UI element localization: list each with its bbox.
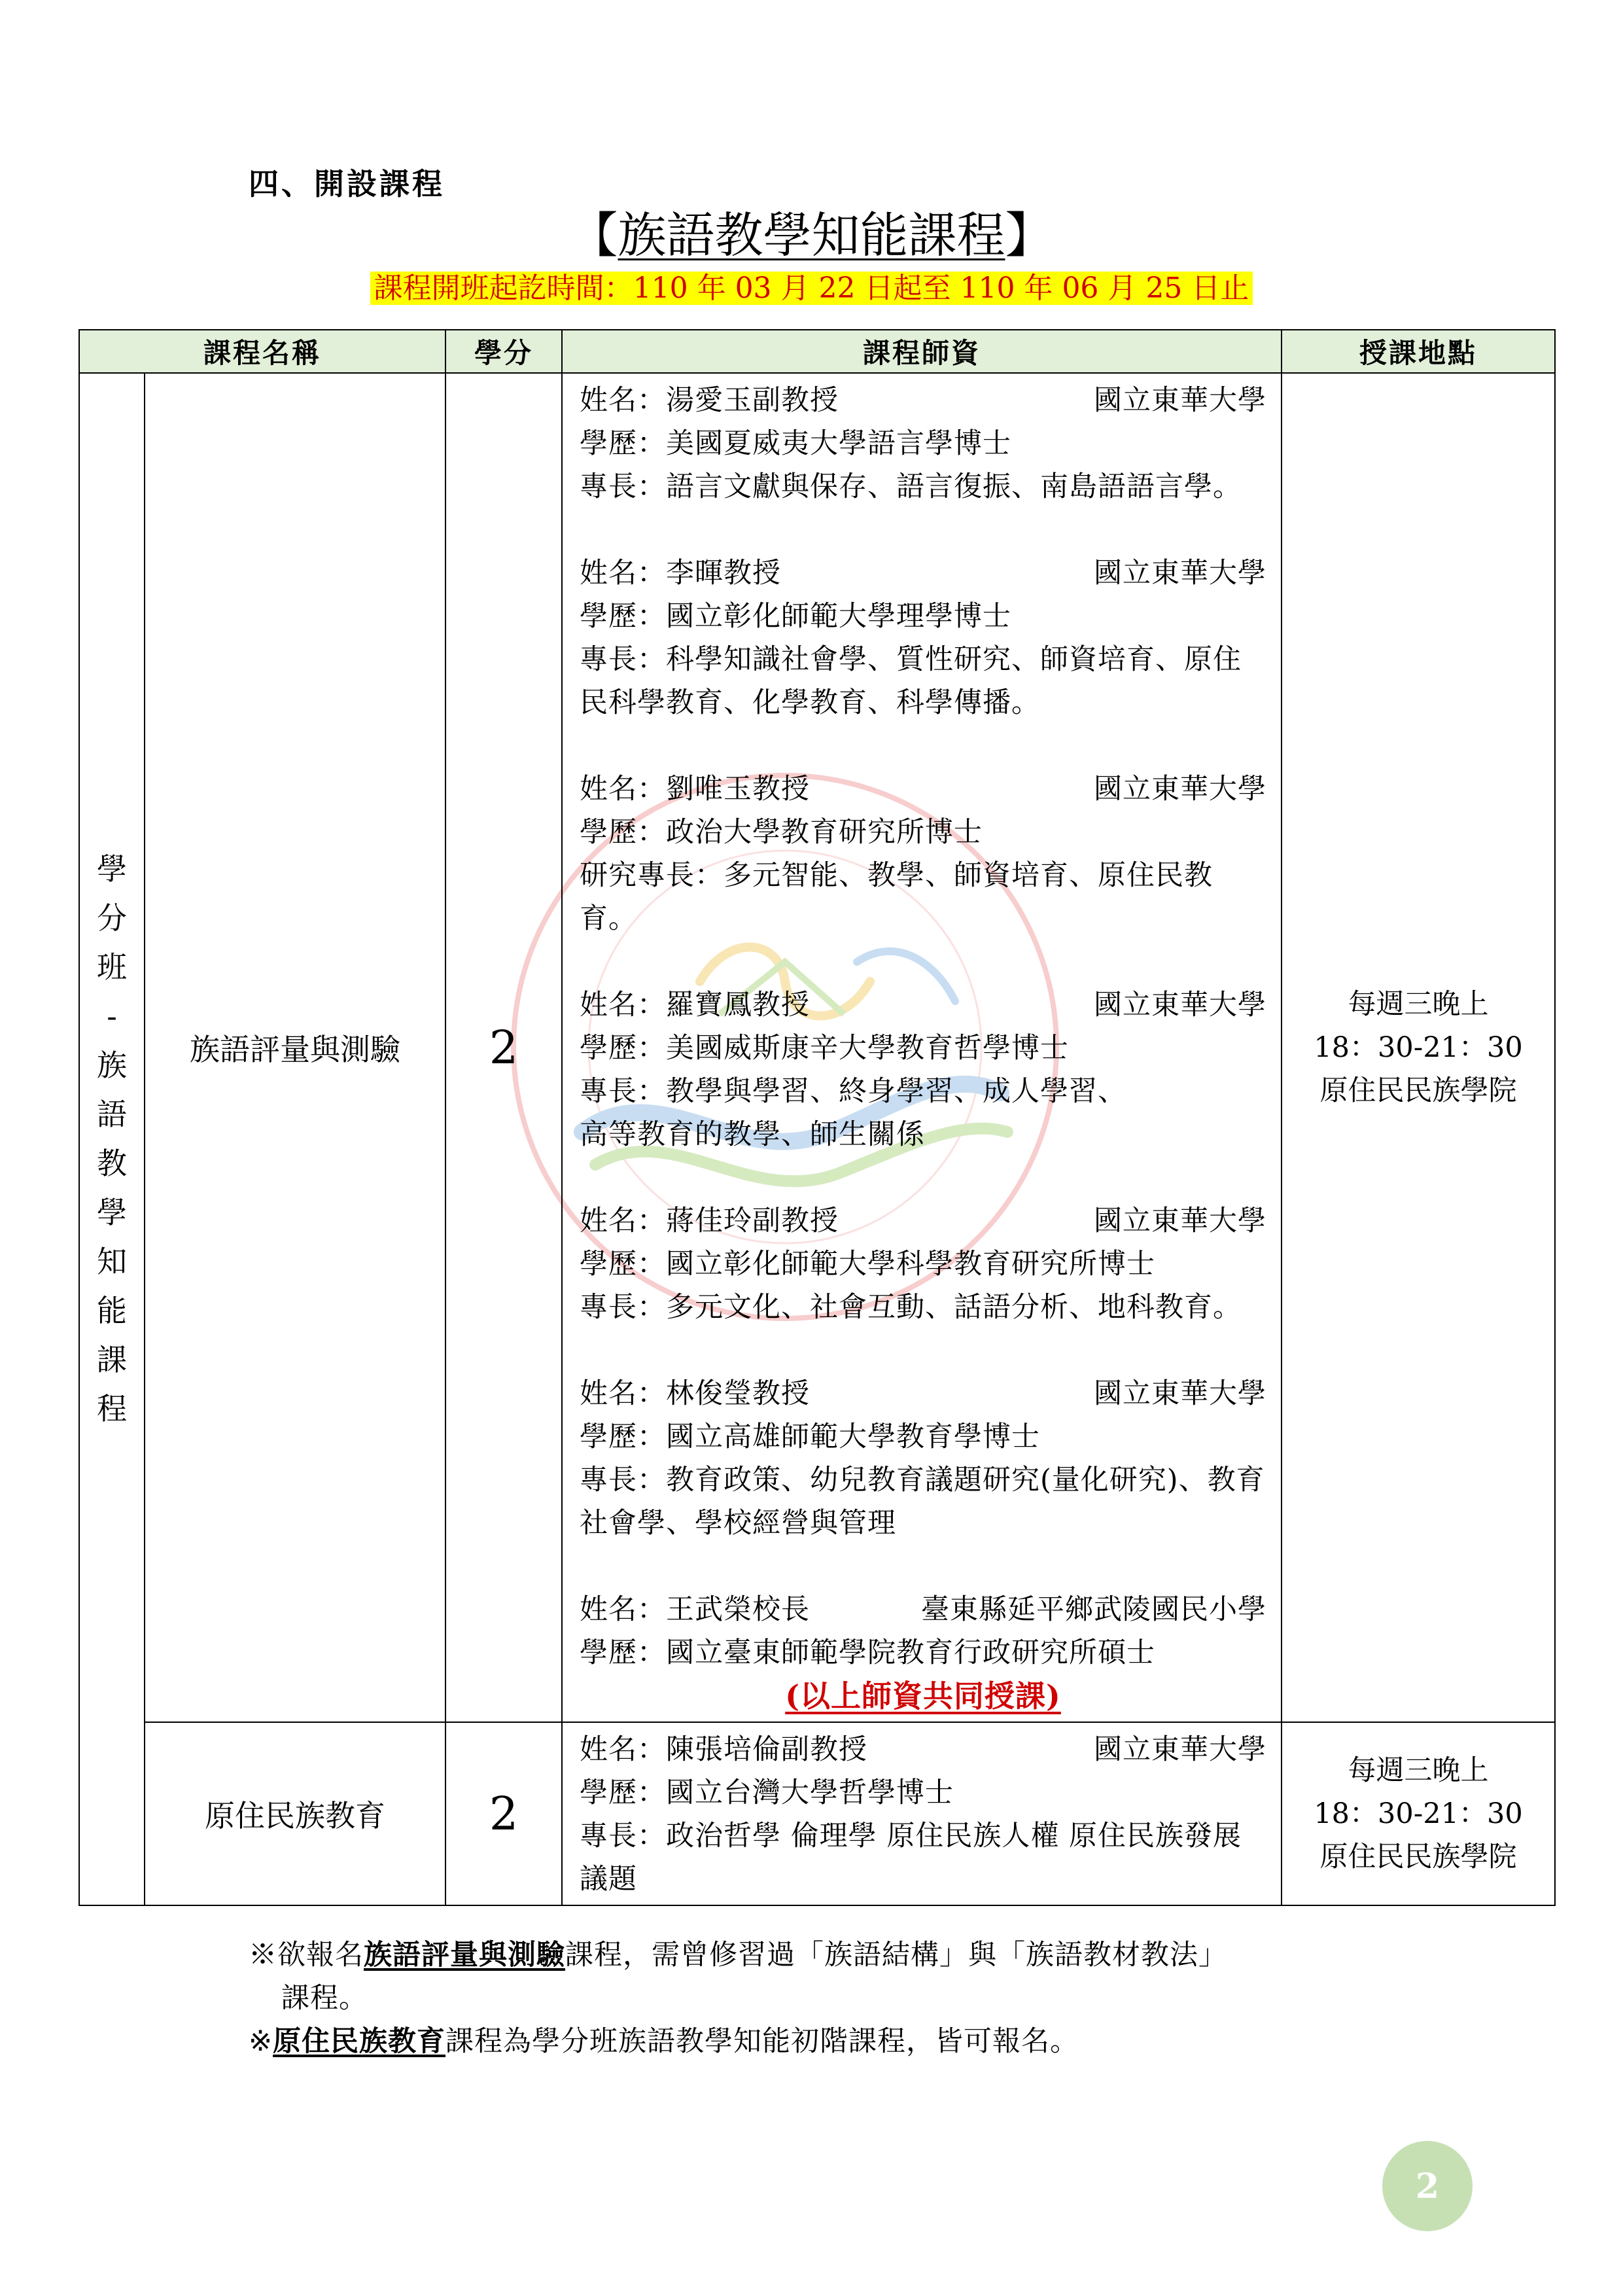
category-cell <box>79 373 145 1905</box>
location-place: 原住民民族學院 <box>1319 1841 1517 1873</box>
teacher-name: 姓名：劉唯玉教授 <box>580 773 811 805</box>
header-course-name: 課程名稱 <box>79 330 445 373</box>
title-bracket-open: 【 <box>569 207 618 264</box>
table-row <box>79 1722 1555 1905</box>
category-char: 族 <box>97 1048 127 1083</box>
teacher-org: 國立東華大學 <box>1094 384 1267 417</box>
note-line <box>249 1934 1227 1977</box>
teacher-org: 國立東華大學 <box>1094 1377 1267 1410</box>
section-heading: 四、開設課程 <box>249 166 445 202</box>
teacher-detail: 學歷：國立彰化師範大學科學教育研究所博士 <box>580 1248 1156 1280</box>
location-time: 18：30-21：30 <box>1314 1031 1523 1064</box>
teachers-cell <box>562 1722 1282 1905</box>
header-teachers: 課程師資 <box>562 330 1282 373</box>
note-course-name: 族語評量與測驗 <box>364 1939 565 1971</box>
note-text: 課程，需曾修習過「族語結構」與「族語教材教法」 <box>565 1939 1227 1971</box>
teacher-detail: 專長：教學與學習、終身學習、成人學習、 <box>580 1075 1127 1108</box>
teacher-detail: 學歷：美國威斯康辛大學教育哲學博士 <box>580 1032 1070 1065</box>
category-char: - <box>107 998 117 1034</box>
teacher-entry <box>580 1588 1266 1674</box>
teacher-name: 姓名：王武榮校長 <box>580 1593 811 1626</box>
location-day: 每週三晚上 <box>1348 1754 1489 1787</box>
teacher-detail: 學歷：國立彰化師範大學理學博士 <box>580 600 1012 633</box>
note-text: 課程為學分班族語教學知能初階課程，皆可報名。 <box>445 2025 1079 2058</box>
teacher-detail: 學歷：國立台灣大學哲學博士 <box>580 1776 954 1809</box>
category-char: 知 <box>97 1244 127 1279</box>
course-table <box>79 329 1556 1906</box>
note-prefix: ※欲報名 <box>249 1939 364 1971</box>
teacher-entry <box>580 379 1266 508</box>
header-credits: 學分 <box>445 330 562 373</box>
credits-cell: 2 <box>445 1722 562 1905</box>
teacher-detail: 專長：科學知識社會學、質性研究、師資培育、原住民科學教育、化學教育、科學傳播。 <box>580 643 1242 719</box>
teacher-name: 姓名：蔣佳玲副教授 <box>580 1205 839 1237</box>
date-range-text: 課程開班起訖時間：110 年 03 月 22 日起至 110 年 06 月 25 日止 <box>370 272 1253 305</box>
notes-section <box>249 1934 1227 2063</box>
title-bracket-close: 】 <box>1005 207 1054 264</box>
location-day: 每週三晚上 <box>1348 988 1489 1021</box>
teacher-detail: 專長：政治哲學 倫理學 原住民族人權 原住民族發展議題 <box>580 1820 1242 1896</box>
category-char: 分 <box>97 900 127 936</box>
location-cell <box>1282 1722 1555 1905</box>
teacher-detail: 學歷：國立高雄師範大學教育學博士 <box>580 1421 1041 1453</box>
teacher-org: 國立東華大學 <box>1094 557 1267 590</box>
teacher-org: 國立東華大學 <box>1094 989 1267 1021</box>
category-char: 程 <box>97 1391 127 1426</box>
credits-cell: 2 <box>445 373 562 1722</box>
teacher-entry <box>580 1199 1266 1329</box>
teacher-detail: 學歷：政治大學教育研究所博士 <box>580 816 983 849</box>
teacher-org: 臺東縣延平鄉武陵國民小學 <box>921 1593 1267 1626</box>
teacher-name: 姓名：羅寶鳳教授 <box>580 989 811 1021</box>
title-text: 族語教學知能課程 <box>618 207 1005 264</box>
teacher-name: 姓名：李暉教授 <box>580 557 782 590</box>
page-title <box>0 203 1623 268</box>
table-header-row <box>79 330 1555 373</box>
location-time: 18：30-21：30 <box>1314 1797 1523 1830</box>
page-number-badge: 2 <box>1382 2141 1473 2231</box>
teacher-entry <box>580 552 1266 724</box>
category-char: 教 <box>97 1146 127 1181</box>
joint-teaching-note: (以上師資共同授課) <box>785 1678 1061 1714</box>
table-row <box>79 373 1555 1722</box>
course-date-range <box>0 268 1623 309</box>
course-name-cell: 原住民族教育 <box>145 1722 445 1905</box>
teacher-entry <box>580 983 1266 1156</box>
teacher-detail: 專長：多元文化、社會互動、話語分析、地科教育。 <box>580 1291 1242 1324</box>
note-line-continued: 課程。 <box>281 1982 368 2015</box>
teacher-detail: 學歷：國立臺東師範學院教育行政研究所碩士 <box>580 1636 1156 1669</box>
teacher-org: 國立東華大學 <box>1094 1733 1267 1766</box>
category-char: 學 <box>97 1195 127 1230</box>
location-place: 原住民民族學院 <box>1319 1074 1517 1107</box>
teachers-cell <box>562 373 1282 1722</box>
category-char: 班 <box>97 949 127 985</box>
teacher-detail: 學歷：美國夏威夷大學語言學博士 <box>580 427 1012 460</box>
teacher-detail: 高等教育的教學、師生關係 <box>580 1118 926 1151</box>
teacher-entry <box>580 1372 1266 1545</box>
category-char: 能 <box>97 1293 127 1328</box>
teacher-org: 國立東華大學 <box>1094 773 1267 805</box>
category-char: 課 <box>97 1342 127 1377</box>
teacher-entry <box>580 768 1266 940</box>
note-course-name: 原住民族教育 <box>273 2025 446 2058</box>
teacher-detail: 專長：語言文獻與保存、語言復振、南島語語言學。 <box>580 470 1242 503</box>
note-line <box>249 2020 1227 2063</box>
header-location: 授課地點 <box>1282 330 1555 373</box>
teacher-detail: 研究專長：多元智能、教學、師資培育、原住民教育。 <box>580 859 1213 935</box>
course-name-cell: 族語評量與測驗 <box>145 373 445 1722</box>
teacher-name: 姓名：陳張培倫副教授 <box>580 1733 868 1766</box>
teacher-name: 姓名：林俊瑩教授 <box>580 1377 811 1410</box>
category-char: 語 <box>97 1097 127 1132</box>
note-prefix: ※ <box>249 2025 273 2058</box>
category-char: 學 <box>97 851 127 887</box>
location-cell <box>1282 373 1555 1722</box>
teacher-entry <box>580 1728 1266 1901</box>
teacher-name: 姓名：湯愛玉副教授 <box>580 384 839 417</box>
teacher-org: 國立東華大學 <box>1094 1205 1267 1237</box>
teacher-detail: 專長：教育政策、幼兒教育議題研究(量化研究)、教育社會學、學校經營與管理 <box>580 1464 1265 1540</box>
